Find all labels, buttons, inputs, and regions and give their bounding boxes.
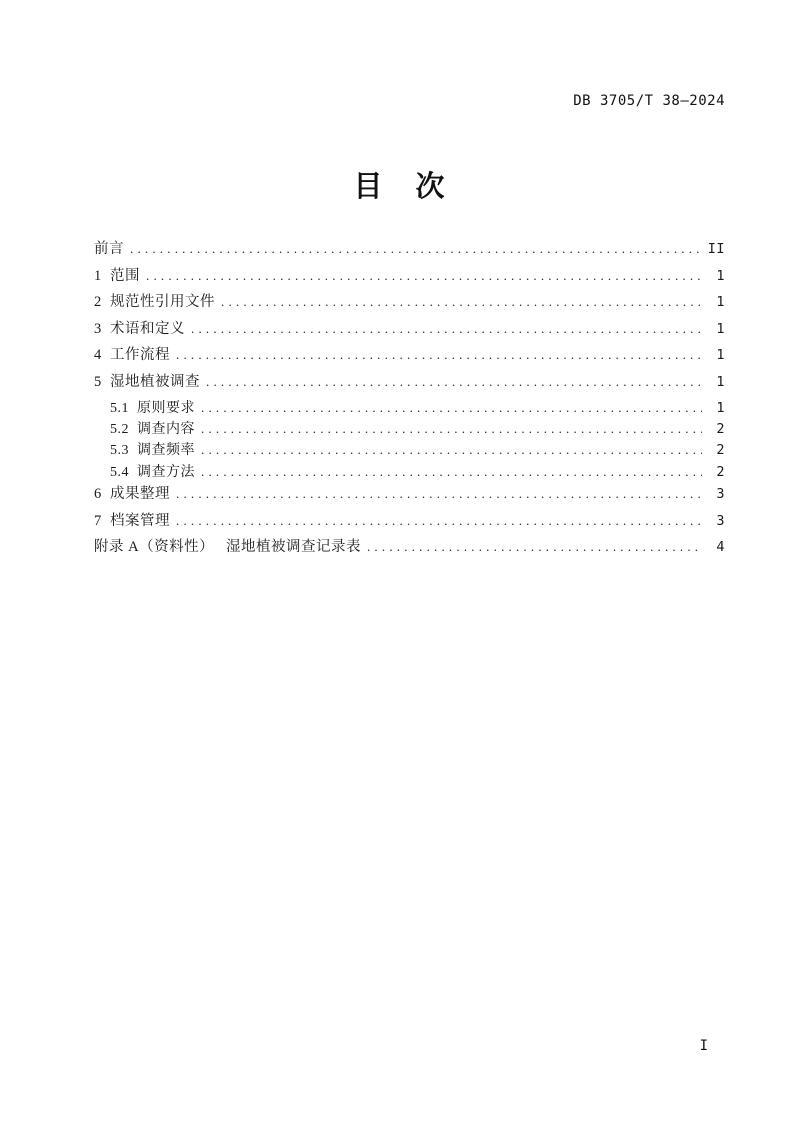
toc-entry-survey-frequency bbox=[94, 439, 725, 460]
toc-entry-label: 5.2 调查内容 bbox=[110, 421, 195, 437]
toc-entry-page: 1 bbox=[716, 267, 725, 284]
dot-leader bbox=[176, 513, 702, 530]
toc-entry-wetland-vegetation-survey bbox=[94, 370, 725, 397]
toc-entry-normative-references bbox=[94, 290, 725, 317]
toc-entry-foreword bbox=[94, 237, 725, 264]
toc-entry-survey-method bbox=[94, 461, 725, 482]
toc-entry-page: 2 bbox=[716, 420, 725, 437]
toc-entry-appendix-a bbox=[94, 535, 725, 562]
toc-entry-label: 2 规范性引用文件 bbox=[94, 294, 215, 311]
dot-leader bbox=[130, 241, 702, 258]
dot-leader bbox=[221, 294, 702, 311]
toc-entry-label: 前言 bbox=[94, 241, 124, 257]
toc-entry-page: 2 bbox=[716, 463, 725, 480]
footer-page-number: I bbox=[699, 1038, 708, 1054]
toc-entry-results-collation bbox=[94, 482, 725, 509]
toc-entry-label: 5.4 调查方法 bbox=[110, 464, 195, 480]
toc-entry-label: 1 范围 bbox=[94, 267, 140, 284]
toc-entry-label: 4 工作流程 bbox=[94, 347, 170, 364]
dot-leader bbox=[201, 442, 702, 459]
toc-entry-survey-content bbox=[94, 418, 725, 439]
toc-entry-page: 3 bbox=[716, 512, 725, 529]
toc-entry-work-process bbox=[94, 343, 725, 370]
toc-entry-page: 1 bbox=[716, 399, 725, 416]
toc-entry-page: 3 bbox=[716, 486, 725, 503]
dot-leader bbox=[176, 486, 702, 503]
toc-entry-label: 5.3 调查频率 bbox=[110, 443, 195, 459]
toc-entry-page: 2 bbox=[716, 442, 725, 459]
toc-entry-archive-management bbox=[94, 509, 725, 536]
dot-leader bbox=[367, 539, 702, 556]
toc-entry-label: 6 成果整理 bbox=[94, 486, 170, 503]
toc-entry-page: 4 bbox=[716, 539, 725, 556]
toc-entry-label: 3 术语和定义 bbox=[94, 320, 185, 337]
toc-entry-page: 1 bbox=[716, 294, 725, 311]
toc-entry-page: II bbox=[707, 241, 725, 257]
toc-entry-label: 7 档案管理 bbox=[94, 512, 170, 529]
toc-entry-scope bbox=[94, 264, 725, 291]
toc-entry-page: 1 bbox=[716, 320, 725, 337]
document-code: DB 3705/T 38—2024 bbox=[573, 93, 725, 109]
page-title: 目 次 bbox=[353, 171, 447, 203]
dot-leader bbox=[146, 268, 702, 285]
toc-entry-principle-requirements bbox=[94, 397, 725, 418]
table-of-contents bbox=[94, 237, 725, 562]
dot-leader bbox=[191, 321, 702, 338]
toc-entry-label: 附录 A（资料性） 湿地植被调查记录表 bbox=[94, 539, 361, 556]
toc-entry-label: 5 湿地植被调查 bbox=[94, 373, 200, 390]
dot-leader bbox=[206, 374, 702, 391]
toc-entry-terms-definitions bbox=[94, 317, 725, 344]
toc-entry-page: 1 bbox=[716, 373, 725, 390]
dot-leader bbox=[201, 464, 702, 481]
dot-leader bbox=[201, 421, 702, 438]
toc-entry-label: 5.1 原则要求 bbox=[110, 400, 195, 416]
toc-entry-page: 1 bbox=[716, 347, 725, 364]
dot-leader bbox=[201, 400, 702, 417]
dot-leader bbox=[176, 347, 702, 364]
